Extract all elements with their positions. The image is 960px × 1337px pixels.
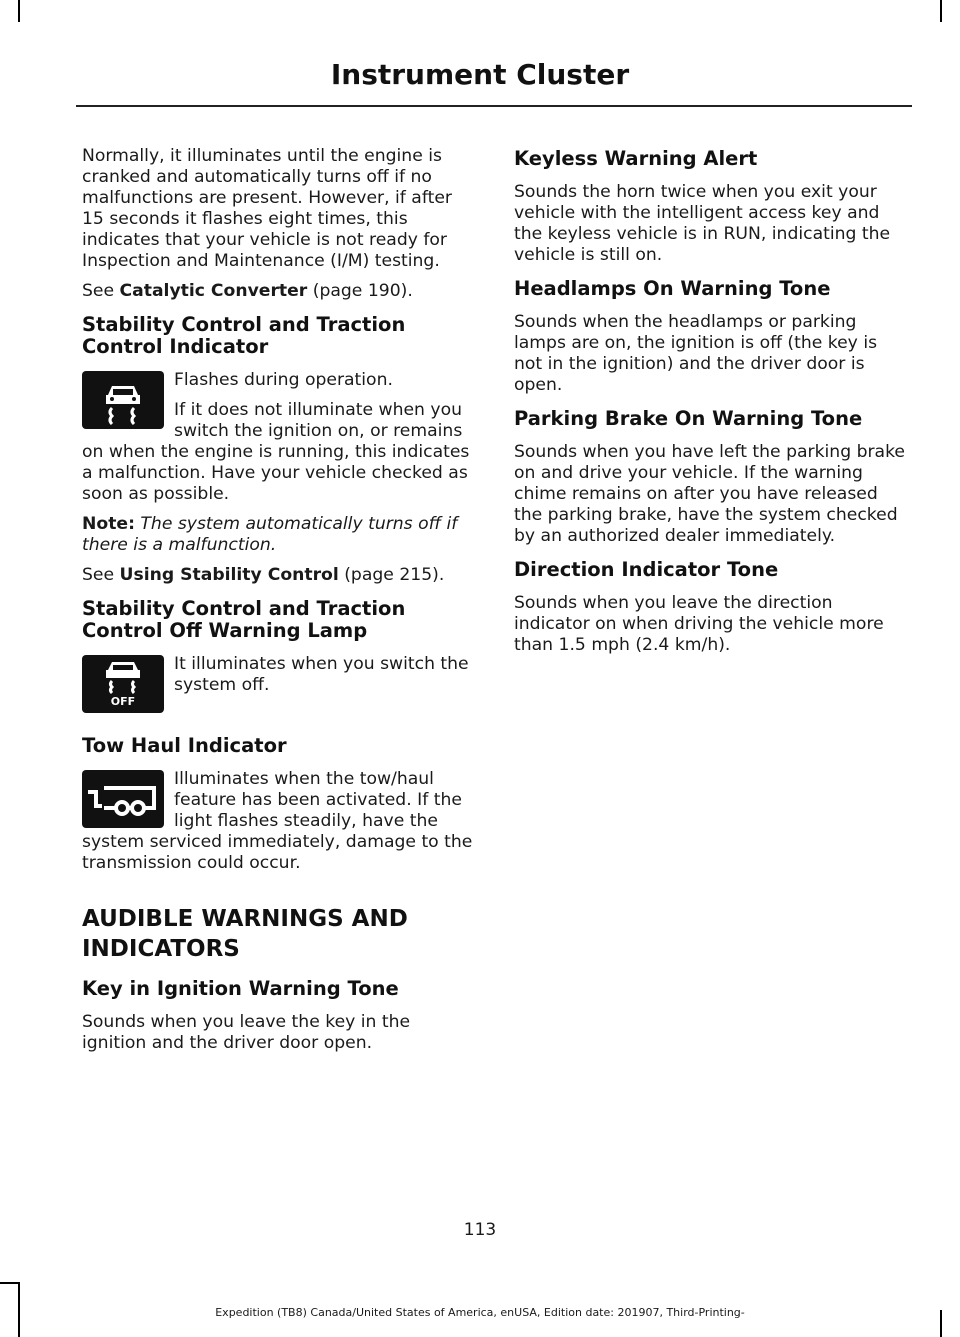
stability-note: [82, 514, 476, 556]
stability-indicator-p1: Flashes during operation.: [174, 370, 393, 390]
catalytic-converter-link[interactable]: Catalytic Converter: [119, 281, 308, 301]
see-prefix: See: [82, 565, 120, 585]
tow-haul-p1: Illuminates when the tow/haul feature has been activated. If the light flashes steadily, have the system serviced immediately, damage to the transmission could occur.: [82, 769, 473, 873]
header-rule: [76, 105, 912, 107]
direction-indicator-heading: Direction Indicator Tone: [514, 558, 779, 581]
footer-edition-line: Expedition (TB8) Canada/United States of America, enUSA, Edition date: 201907, Third-Printing-: [215, 1306, 745, 1319]
keyless-warning-text: Sounds the horn twice when you exit your vehicle with the intelligent access key and the keyless vehicle is in RUN, indicating the vehicle is still on.: [514, 182, 891, 265]
see-catalytic-converter: [82, 281, 476, 302]
keyless-warning-heading: Keyless Warning Alert: [514, 147, 758, 170]
audible-warnings-title: AUDIBLE WARNINGS AND INDICATORS: [82, 906, 408, 962]
stability-indicator-heading: Stability Control and Traction Control Indicator: [82, 313, 406, 358]
see-prefix: See: [82, 281, 120, 301]
crop-mark-top-left: [18, 0, 20, 22]
stability-off-heading: Stability Control and Traction Control Off Warning Lamp: [82, 597, 406, 642]
headlamps-text: Sounds when the headlamps or parking lamps are on, the ignition is off (the key is not in the ignition) and the driver door is open.: [514, 312, 878, 395]
parking-brake-heading: Parking Brake On Warning Tone: [514, 407, 863, 430]
page-number: 113: [463, 1220, 497, 1240]
tow-haul-heading: Tow Haul Indicator: [82, 734, 287, 757]
see-using-stability-control: [82, 565, 476, 586]
direction-indicator-text: Sounds when you leave the direction indicator on when driving the vehicle more than 1.5 mph (2.4 km/h).: [514, 593, 884, 655]
crop-mark-bottom-left-h: [0, 1282, 20, 1284]
stability-indicator-p2: If it does not illuminate when you switch the ignition on, or remains on when the engine is running, this indicates a malfunction. Have your vehicle checked as soon as possible.: [82, 400, 470, 504]
page-ref: (page 215).: [338, 565, 445, 585]
parking-brake-text: Sounds when you have left the parking brake on and drive your vehicle. If the warning chime remains on after you have released the parking brake, have the system checked by an authorized dealer immediately.: [514, 442, 905, 546]
stability-control-off-icon: [82, 655, 164, 713]
off-label: OFF: [110, 695, 136, 708]
stability-off-p1: It illuminates when you switch the system off.: [174, 654, 469, 695]
page-header-title: Instrument Cluster: [330, 58, 630, 91]
note-label: Note:: [82, 514, 135, 534]
stability-control-icon: [82, 371, 164, 429]
using-stability-control-link[interactable]: Using Stability Control: [119, 565, 339, 585]
intro-paragraph: Normally, it illuminates until the engine is cranked and automatically turns off if no malfunctions are present. However, if after 15 seconds it flashes eight times, this indicates that your vehicle is not ready for Inspection and Maintenance (I/M) testing.: [82, 146, 452, 271]
tow-haul-icon: [82, 770, 164, 828]
key-in-ignition-text: Sounds when you leave the key in the ignition and the driver door open.: [82, 1012, 411, 1053]
headlamps-heading: Headlamps On Warning Tone: [514, 277, 831, 300]
page-ref: (page 190).: [307, 281, 413, 301]
crop-mark-top-right: [940, 0, 942, 22]
left-column: [82, 146, 476, 1063]
right-column: [514, 146, 908, 665]
key-in-ignition-heading: Key in Ignition Warning Tone: [82, 977, 399, 1000]
note-text: The system automatically turns off if there is a malfunction.: [82, 514, 458, 555]
